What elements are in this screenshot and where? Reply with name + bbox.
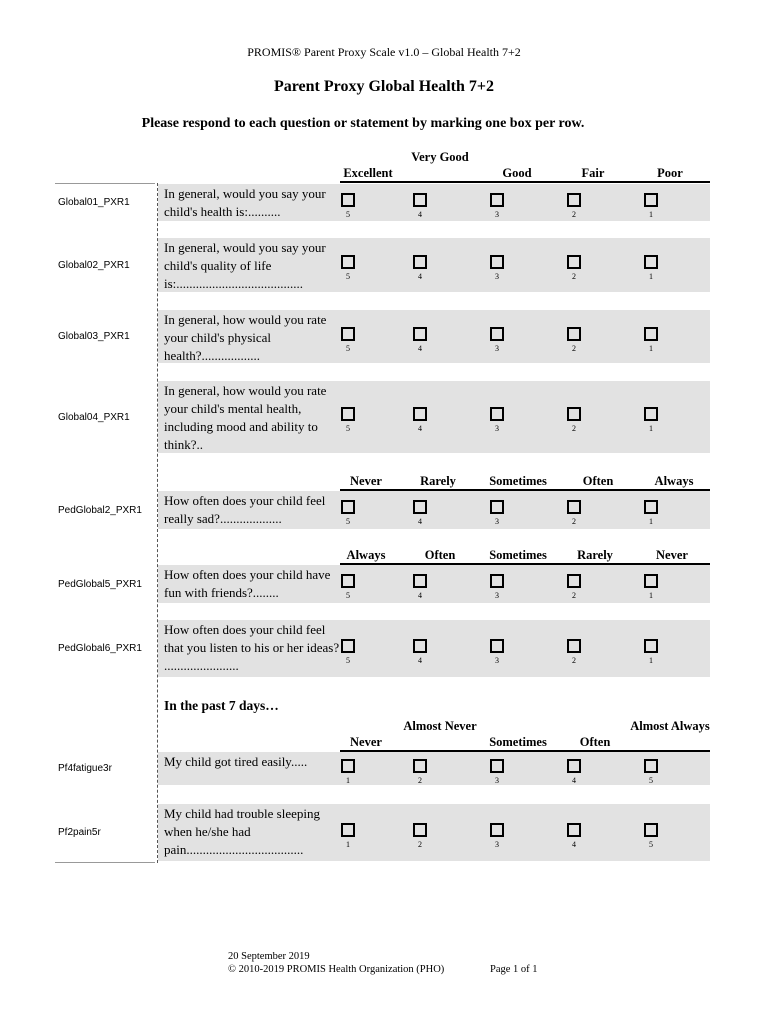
response-value: 4 [418, 517, 422, 526]
response-option[interactable] [554, 823, 594, 849]
item-code: Global02_PXR1 [58, 259, 130, 271]
checkbox[interactable] [413, 823, 427, 837]
response-option[interactable] [328, 574, 368, 600]
checkbox[interactable] [490, 574, 504, 588]
response-option[interactable] [554, 574, 594, 600]
checkbox[interactable] [567, 407, 581, 421]
item-code: Global03_PXR1 [58, 331, 130, 342]
response-value: 5 [346, 591, 350, 600]
col-never: Never [656, 548, 688, 562]
response-value: 4 [418, 344, 422, 353]
checkbox[interactable] [567, 327, 581, 341]
response-value: 2 [418, 840, 422, 849]
checkbox[interactable] [490, 500, 504, 514]
instructions: Please respond to each question or statement by marking one box per row. [141, 116, 585, 131]
response-value: 3 [495, 272, 499, 281]
response-option[interactable] [477, 574, 517, 600]
response-option[interactable] [400, 759, 440, 785]
response-value: 3 [495, 344, 499, 353]
checkbox[interactable] [341, 500, 355, 514]
response-value: 1 [649, 517, 653, 526]
col-sometimes: Sometimes [489, 474, 547, 488]
col-never: Never [350, 474, 382, 488]
response-value: 4 [418, 656, 422, 665]
response-option[interactable] [477, 193, 517, 219]
response-option[interactable] [328, 327, 368, 353]
checkbox[interactable] [413, 193, 427, 207]
col-sometimes: Sometimes [489, 548, 547, 562]
response-option[interactable] [554, 407, 594, 433]
response-value: 5 [346, 517, 350, 526]
response-option[interactable] [631, 407, 671, 433]
response-value: 2 [572, 272, 576, 281]
response-value: 1 [649, 272, 653, 281]
response-option[interactable] [400, 193, 440, 219]
response-option[interactable] [554, 639, 594, 665]
checkbox[interactable] [341, 639, 355, 653]
response-value: 5 [346, 272, 350, 281]
response-value: 3 [495, 517, 499, 526]
row-divider [55, 862, 155, 863]
checkbox[interactable] [341, 407, 355, 421]
response-value: 2 [418, 776, 422, 785]
response-value: 5 [346, 344, 350, 353]
checkbox[interactable] [413, 759, 427, 773]
checkbox[interactable] [567, 500, 581, 514]
col-always: Always [346, 548, 386, 562]
response-option[interactable] [477, 327, 517, 353]
checkbox[interactable] [413, 639, 427, 653]
checkbox[interactable] [567, 759, 581, 773]
footer-page-number: Page 1 of 1 [490, 964, 538, 975]
checkbox[interactable] [341, 574, 355, 588]
response-value: 1 [649, 591, 653, 600]
response-option[interactable] [477, 500, 517, 526]
question-text: In general, would you say your child's health is:.......... [164, 186, 326, 219]
response-value: 1 [346, 776, 350, 785]
response-value: 3 [495, 424, 499, 433]
response-value: 5 [346, 424, 350, 433]
response-option[interactable] [477, 639, 517, 665]
response-value: 3 [495, 656, 499, 665]
response-option[interactable] [400, 255, 440, 281]
col-almost-always: Almost Always [630, 719, 710, 733]
checkbox[interactable] [644, 193, 658, 207]
checkbox[interactable] [644, 327, 658, 341]
checkbox[interactable] [567, 639, 581, 653]
response-value: 4 [418, 591, 422, 600]
col-rarely: Rarely [420, 474, 456, 488]
checkbox[interactable] [413, 574, 427, 588]
response-option[interactable] [554, 193, 594, 219]
checkbox[interactable] [644, 574, 658, 588]
col-sometimes: Sometimes [489, 735, 547, 749]
response-value: 1 [649, 656, 653, 665]
checkbox[interactable] [490, 255, 504, 269]
response-value: 4 [418, 210, 422, 219]
response-value: 3 [495, 840, 499, 849]
col-often: Often [582, 474, 614, 488]
checkbox[interactable] [341, 823, 355, 837]
checkbox[interactable] [490, 639, 504, 653]
response-option[interactable] [400, 823, 440, 849]
response-option[interactable] [631, 574, 671, 600]
checkbox[interactable] [413, 500, 427, 514]
checkbox[interactable] [567, 574, 581, 588]
item-code: PedGlobal6_PXR1 [58, 643, 142, 654]
checkbox[interactable] [644, 407, 658, 421]
checkbox[interactable] [567, 823, 581, 837]
checkbox[interactable] [341, 759, 355, 773]
checkbox[interactable] [567, 255, 581, 269]
item-code: PedGlobal2_PXR1 [58, 504, 142, 516]
response-value: 4 [418, 272, 422, 281]
question-text: In general, would you say your child's quality of life is:....................................... [164, 240, 326, 291]
response-option[interactable] [400, 574, 440, 600]
response-option[interactable] [400, 327, 440, 353]
item-code: Pf4fatigue3r [58, 763, 112, 774]
col-excellent: Excellent [343, 166, 393, 180]
checkbox[interactable] [413, 327, 427, 341]
response-option[interactable] [477, 255, 517, 281]
checkbox[interactable] [490, 327, 504, 341]
response-option[interactable] [631, 193, 671, 219]
response-option[interactable] [554, 255, 594, 281]
col-never: Never [350, 735, 382, 749]
item-code: Global04_PXR1 [58, 411, 130, 423]
checkbox[interactable] [490, 193, 504, 207]
question-text: In general, how would you rate your child's mental health, including mood and ability to think?.. [164, 383, 327, 452]
page-title: Parent Proxy Global Health 7+2 [273, 78, 495, 95]
col-very-good: Very Good [411, 150, 469, 164]
response-option[interactable] [328, 407, 368, 433]
item-code: Pf2pain5r [58, 827, 101, 838]
response-option[interactable] [477, 823, 517, 849]
response-value: 4 [572, 776, 576, 785]
checkbox[interactable] [413, 255, 427, 269]
response-option[interactable] [400, 639, 440, 665]
col-often: Often [579, 735, 611, 749]
response-option[interactable] [477, 407, 517, 433]
checkbox[interactable] [644, 255, 658, 269]
col-good: Good [502, 166, 532, 180]
response-value: 1 [346, 840, 350, 849]
col-always: Always [654, 474, 694, 488]
response-option[interactable] [328, 500, 368, 526]
checkbox[interactable] [413, 407, 427, 421]
question-text: How often does your child have fun with friends?........ [164, 567, 331, 600]
question-text: How often does your child feel that you listen to his or her ideas? ....................... [164, 622, 340, 673]
response-value: 3 [495, 776, 499, 785]
checkbox[interactable] [490, 823, 504, 837]
response-value: 1 [649, 344, 653, 353]
footer-date: 20 September 2019 [228, 951, 310, 962]
response-value: 3 [495, 591, 499, 600]
col-almost-never: Almost Never [403, 719, 477, 733]
response-value: 2 [572, 656, 576, 665]
checkbox[interactable] [644, 500, 658, 514]
question-text: In general, how would you rate your child's physical health?.................. [164, 312, 327, 363]
response-value: 2 [572, 344, 576, 353]
checkbox[interactable] [341, 193, 355, 207]
response-value: 4 [572, 840, 576, 849]
response-value: 5 [649, 840, 653, 849]
checkbox[interactable] [490, 407, 504, 421]
col-often: Often [424, 548, 456, 562]
response-option[interactable] [554, 327, 594, 353]
response-option[interactable] [400, 407, 440, 433]
col-poor: Poor [657, 166, 683, 180]
question-text: My child had trouble sleeping when he/she had pain.................................... [164, 806, 320, 857]
response-option[interactable] [631, 500, 671, 526]
response-option[interactable] [631, 255, 671, 281]
response-option[interactable] [328, 255, 368, 281]
section-title-past-7-days: In the past 7 days… [164, 698, 279, 713]
checkbox[interactable] [644, 823, 658, 837]
checkbox[interactable] [341, 327, 355, 341]
response-value: 5 [346, 656, 350, 665]
checkbox[interactable] [567, 193, 581, 207]
running-header: PROMIS® Parent Proxy Scale v1.0 – Global Health 7+2 [247, 45, 521, 59]
response-option[interactable] [631, 639, 671, 665]
response-option[interactable] [400, 500, 440, 526]
response-value: 2 [572, 591, 576, 600]
footer-copyright: © 2010-2019 PROMIS Health Organization (PHO) [228, 964, 445, 975]
item-code: PedGlobal5_PXR1 [58, 578, 142, 590]
response-value: 2 [572, 210, 576, 219]
checkbox[interactable] [490, 759, 504, 773]
response-value: 4 [418, 424, 422, 433]
response-option[interactable] [328, 639, 368, 665]
response-value: 5 [649, 776, 653, 785]
question-text: My child got tired easily..... [164, 754, 308, 769]
response-option[interactable] [631, 759, 671, 785]
col-fair: Fair [581, 166, 605, 180]
col-rarely: Rarely [577, 548, 613, 562]
response-option[interactable] [554, 759, 594, 785]
response-option[interactable] [328, 759, 368, 785]
response-value: 1 [649, 210, 653, 219]
response-value: 2 [572, 424, 576, 433]
checkbox[interactable] [341, 255, 355, 269]
response-option[interactable] [554, 500, 594, 526]
checkbox[interactable] [644, 759, 658, 773]
response-option[interactable] [328, 193, 368, 219]
response-value: 3 [495, 210, 499, 219]
response-value: 1 [649, 424, 653, 433]
response-option[interactable] [631, 823, 671, 849]
response-option[interactable] [631, 327, 671, 353]
response-option[interactable] [477, 759, 517, 785]
item-code: Global01_PXR1 [58, 197, 130, 208]
header-rule [340, 181, 710, 183]
response-value: 2 [572, 517, 576, 526]
checkbox[interactable] [644, 639, 658, 653]
response-option[interactable] [328, 823, 368, 849]
question-text: How often does your child feel really sad?................... [164, 493, 326, 526]
response-value: 5 [346, 210, 350, 219]
